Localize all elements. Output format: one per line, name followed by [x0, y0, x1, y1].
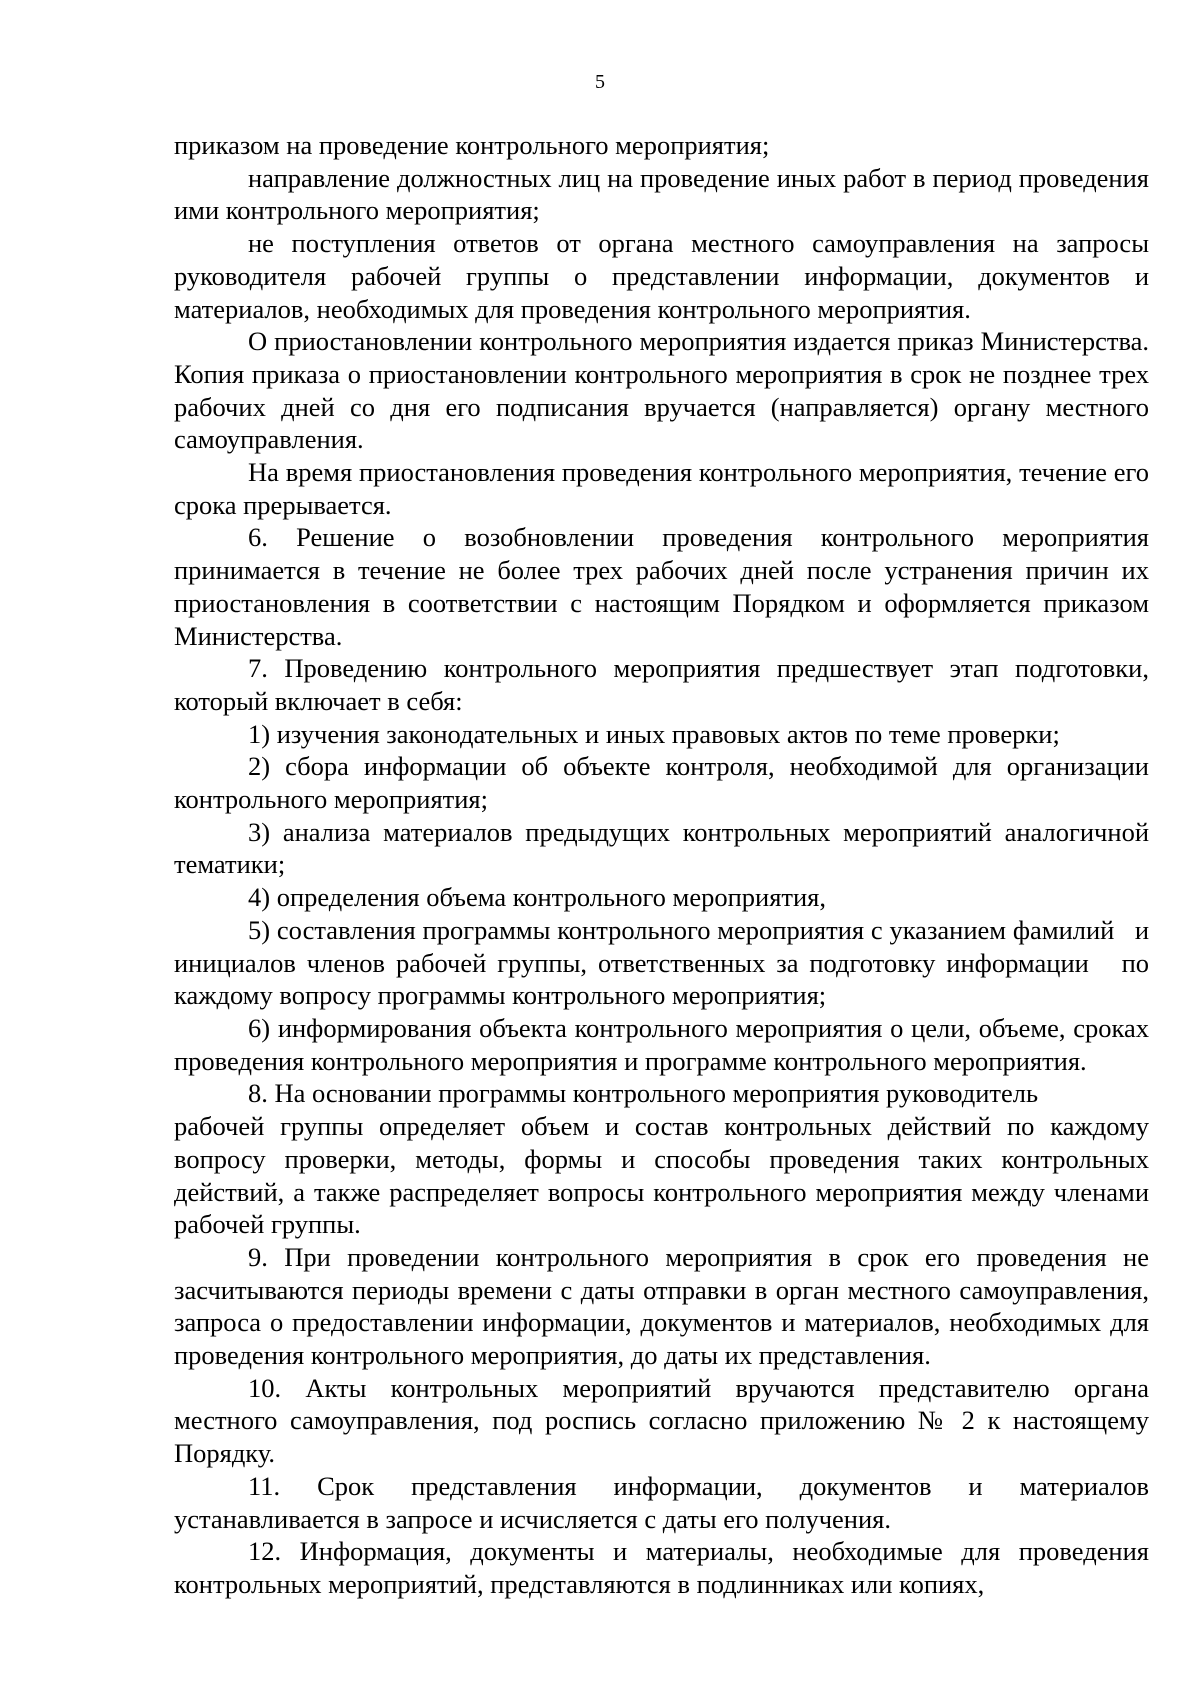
paragraph: 12. Информация, документы и материалы, необходимые для проведения контрольных мероприятий, представляются в подлинниках или копиях, — [174, 1536, 1149, 1599]
paragraph: 5) составления программы контрольного мероприятия с указанием фамилий и инициалов членов рабочей группы, ответственных за подготовку информации по каждому вопросу программы контрольного мероприятия; — [174, 914, 1156, 1011]
paragraph: На время приостановления проведения контрольного мероприятия, течение его срока прерывается. — [174, 457, 1149, 520]
paragraph: 6) информирования объекта контрольного мероприятия о цели, объеме, сроках проведения контрольного мероприятия и программе контрольного мероприятия. — [174, 1012, 1149, 1076]
paragraph: 4) определения объема контрольного мероприятия, — [248, 882, 826, 913]
paragraph: не поступления ответов от органа местного самоуправления на запросы руководителя рабочей группы о представлении информации, документов и материалов, необходимых для проведения контрольного мероприятия. — [174, 228, 1149, 324]
paragraph: рабочей группы определяет объем и состав контрольных действий по каждому вопросу проверки, методы, формы и способы проведения таких контрольных действий, а также распределяет вопросы контрольного мероприятия между членами рабочей группы. — [174, 1111, 1149, 1240]
paragraph: приказом на проведение контрольного мероприятия; — [174, 130, 770, 160]
paragraph: 10. Акты контрольных мероприятий вручаются представителю органа местного самоуправления, под роспись согласно приложению № 2 к настоящему Порядку. — [174, 1372, 1149, 1469]
paragraph: 6. Решение о возобновлении проведения контрольного мероприятия принимается в течение не более трех рабочих дней после устранения причин их приостановления в соответствии с настоящим Порядком и оформляется приказом Министерства. — [174, 522, 1149, 651]
paragraph: направление должностных лиц на проведение иных работ в период проведения ими контрольного мероприятия; — [174, 162, 1149, 226]
paragraph: 8. На основании программы контрольного мероприятия руководитель — [248, 1078, 1039, 1109]
paragraph: 7. Проведению контрольного мероприятия предшествует этап подготовки, который включает в себя: — [174, 653, 1149, 716]
page-number: 5 — [595, 71, 605, 93]
paragraph: 3) анализа материалов предыдущих контрольных мероприятий аналогичной тематики; — [174, 816, 1149, 880]
paragraph: 11. Срок представления информации, документов и материалов устанавливается в запросе и исчисляется с даты его получения. — [174, 1470, 1149, 1534]
paragraph: 1) изучения законодательных и иных правовых актов по теме проверки; — [248, 718, 1060, 749]
paragraph: 9. При проведении контрольного мероприятия в срок его проведения не засчитываются периоды времени с даты отправки в орган местного самоуправления, запроса о предоставлении информации, документов и материалов, необходимых для проведения контрольного мероприятия, до даты их представления. — [174, 1241, 1149, 1371]
body-text — [174, 129, 1156, 1601]
paragraph: 2) сбора информации об объекте контроля, необходимой для организации контрольного мероприятия; — [174, 751, 1149, 815]
paragraph: О приостановлении контрольного мероприятия издается приказ Министерства. Копия приказа о приостановлении контрольного мероприятия в срок не позднее трех рабочих дней со дня его подписания вручается (направляется) органу местного самоуправления. — [174, 326, 1149, 455]
